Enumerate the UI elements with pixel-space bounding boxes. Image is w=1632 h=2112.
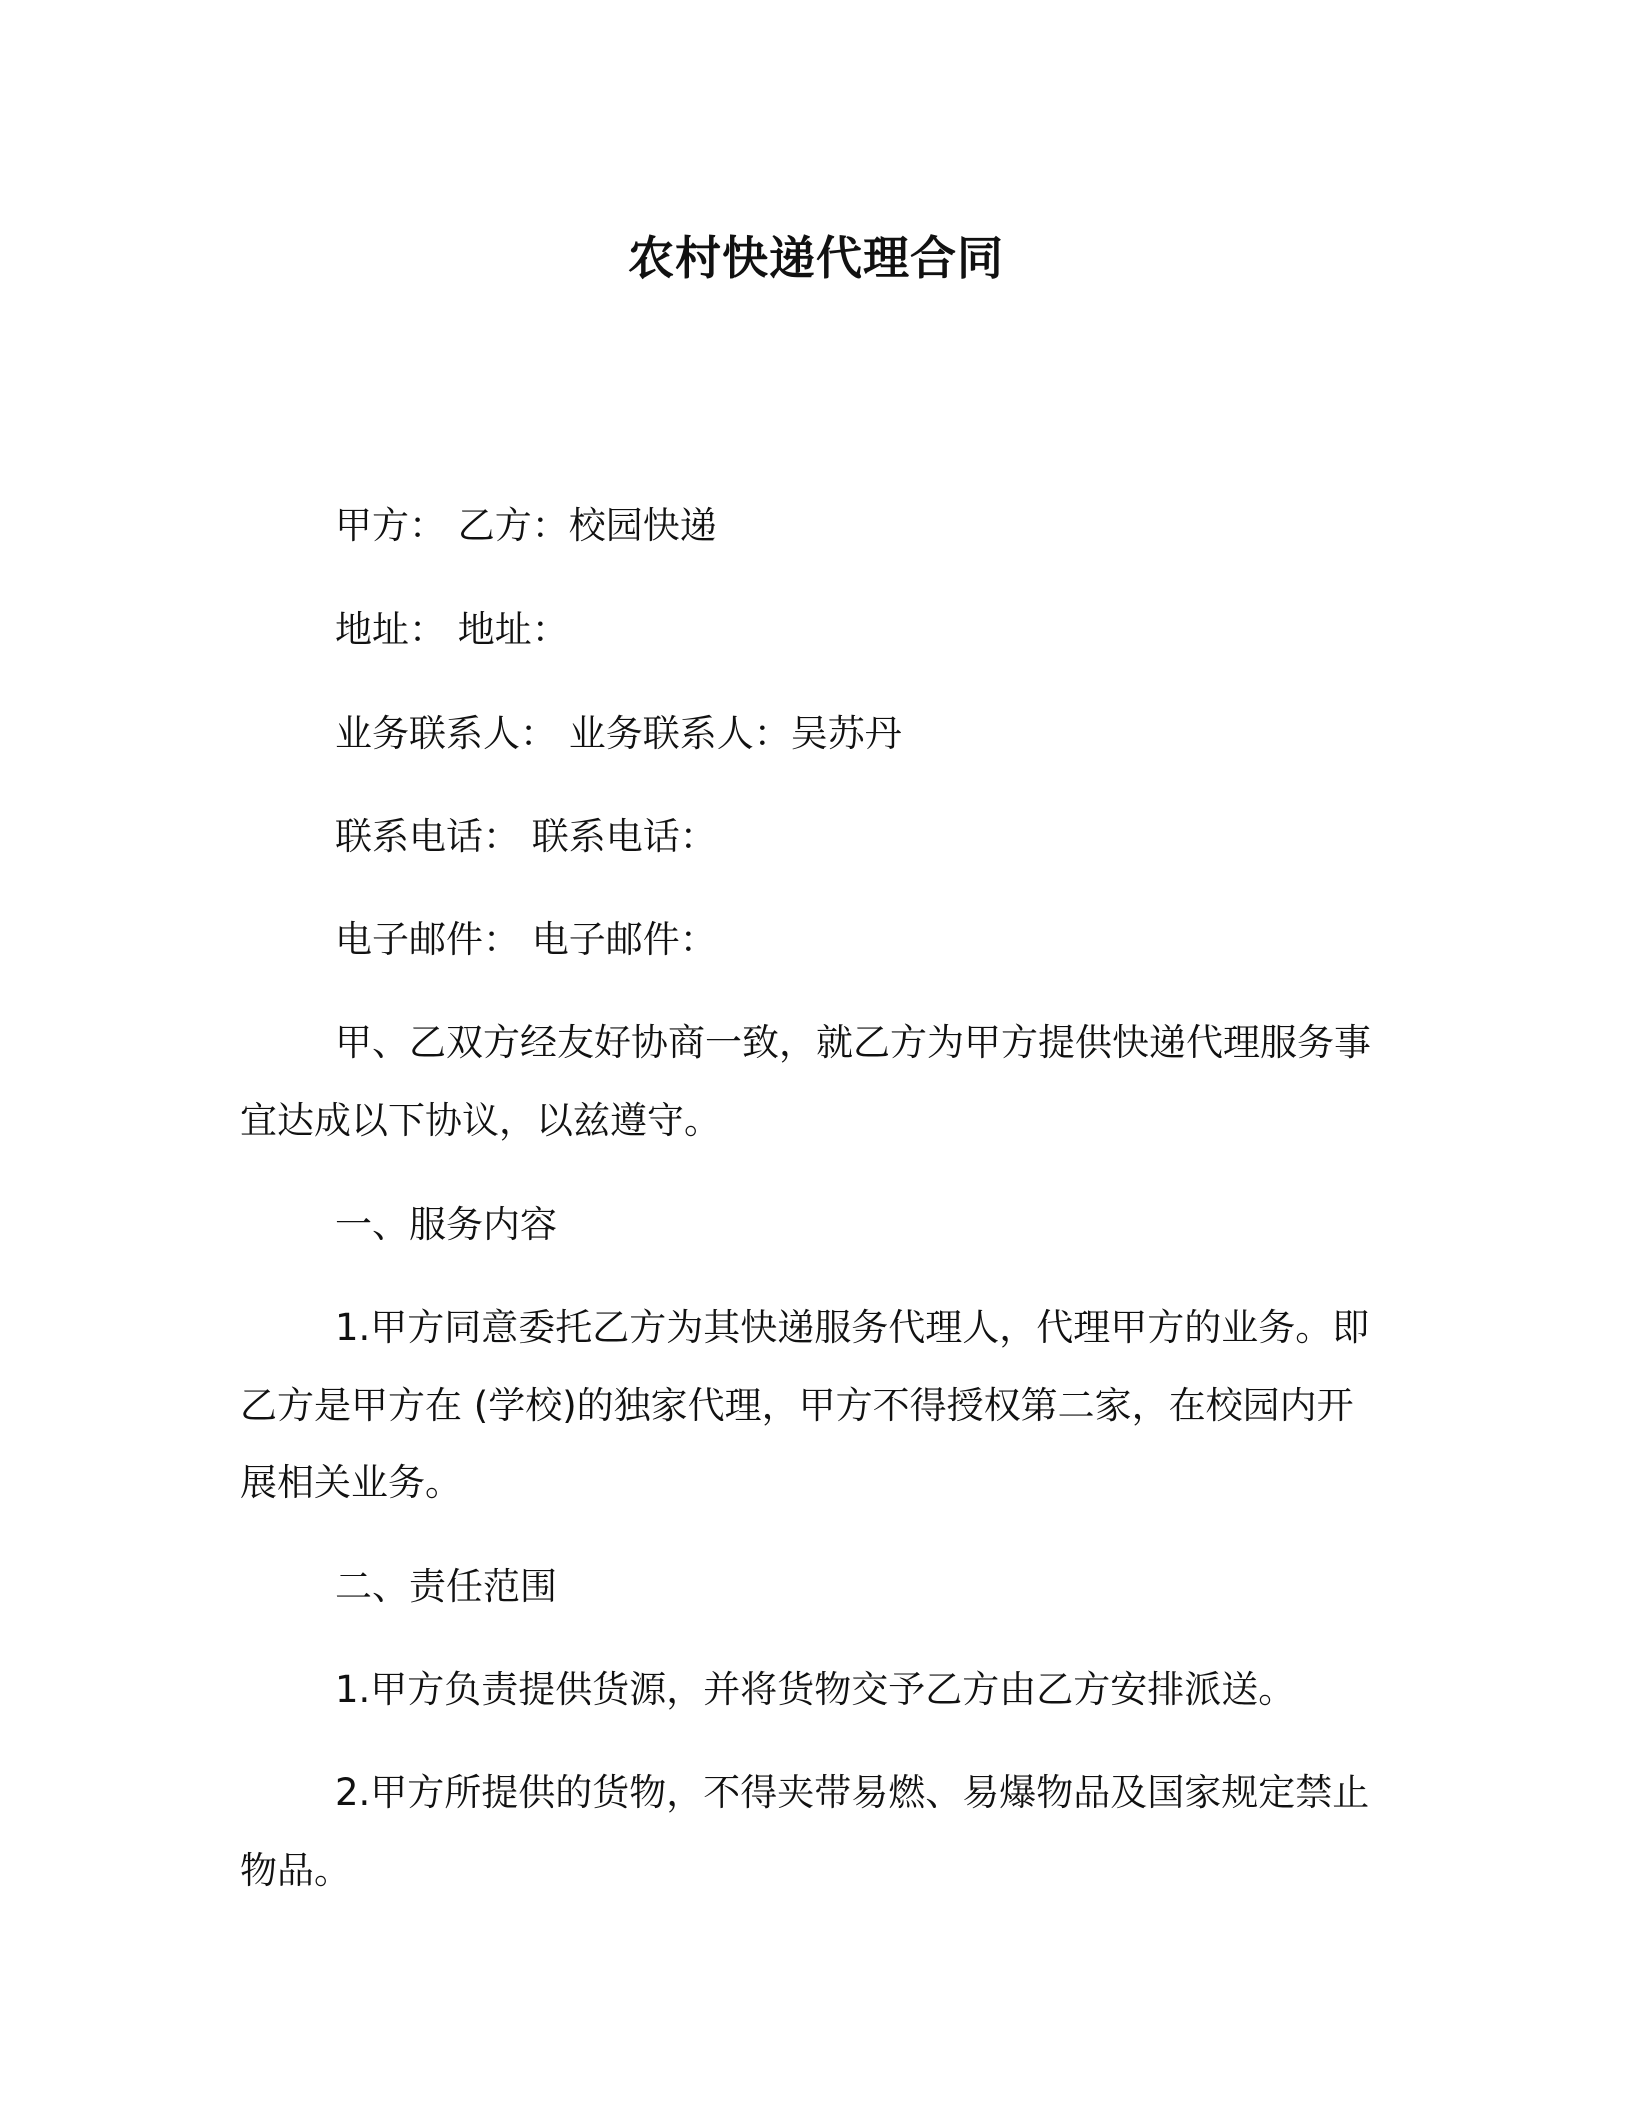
party-line: 甲方： 乙方：校园快递 xyxy=(335,504,717,547)
section-heading-responsibility: 二、责任范围 xyxy=(335,1565,557,1608)
clause-line: 展相关业务。 xyxy=(240,1461,462,1504)
clause-line: 物品。 xyxy=(240,1849,351,1892)
clause-line: 乙方是甲方在 (学校)的独家代理，甲方不得授权第二家，在校园内开 xyxy=(240,1384,1354,1427)
document-title: 农村快递代理合同 xyxy=(628,231,1004,285)
intro-paragraph-line: 甲、乙双方经友好协商一致，就乙方为甲方提供快递代理服务事 xyxy=(335,1021,1371,1064)
contact-person-line: 业务联系人： 业务联系人：吴苏丹 xyxy=(335,712,902,755)
clause-line: 2.甲方所提供的货物，不得夹带易燃、易爆物品及国家规定禁止 xyxy=(335,1771,1370,1814)
section-heading-service: 一、服务内容 xyxy=(335,1203,557,1246)
email-line: 电子邮件： 电子邮件： xyxy=(335,918,717,961)
intro-paragraph-line: 宜达成以下协议，以兹遵守。 xyxy=(240,1099,721,1142)
phone-line: 联系电话： 联系电话： xyxy=(335,815,717,858)
address-line: 地址： 地址： xyxy=(335,608,569,651)
clause-line: 1.甲方同意委托乙方为其快递服务代理人，代理甲方的业务。即 xyxy=(335,1306,1370,1349)
clause-line: 1.甲方负责提供货源，并将货物交予乙方由乙方安排派送。 xyxy=(335,1668,1296,1711)
